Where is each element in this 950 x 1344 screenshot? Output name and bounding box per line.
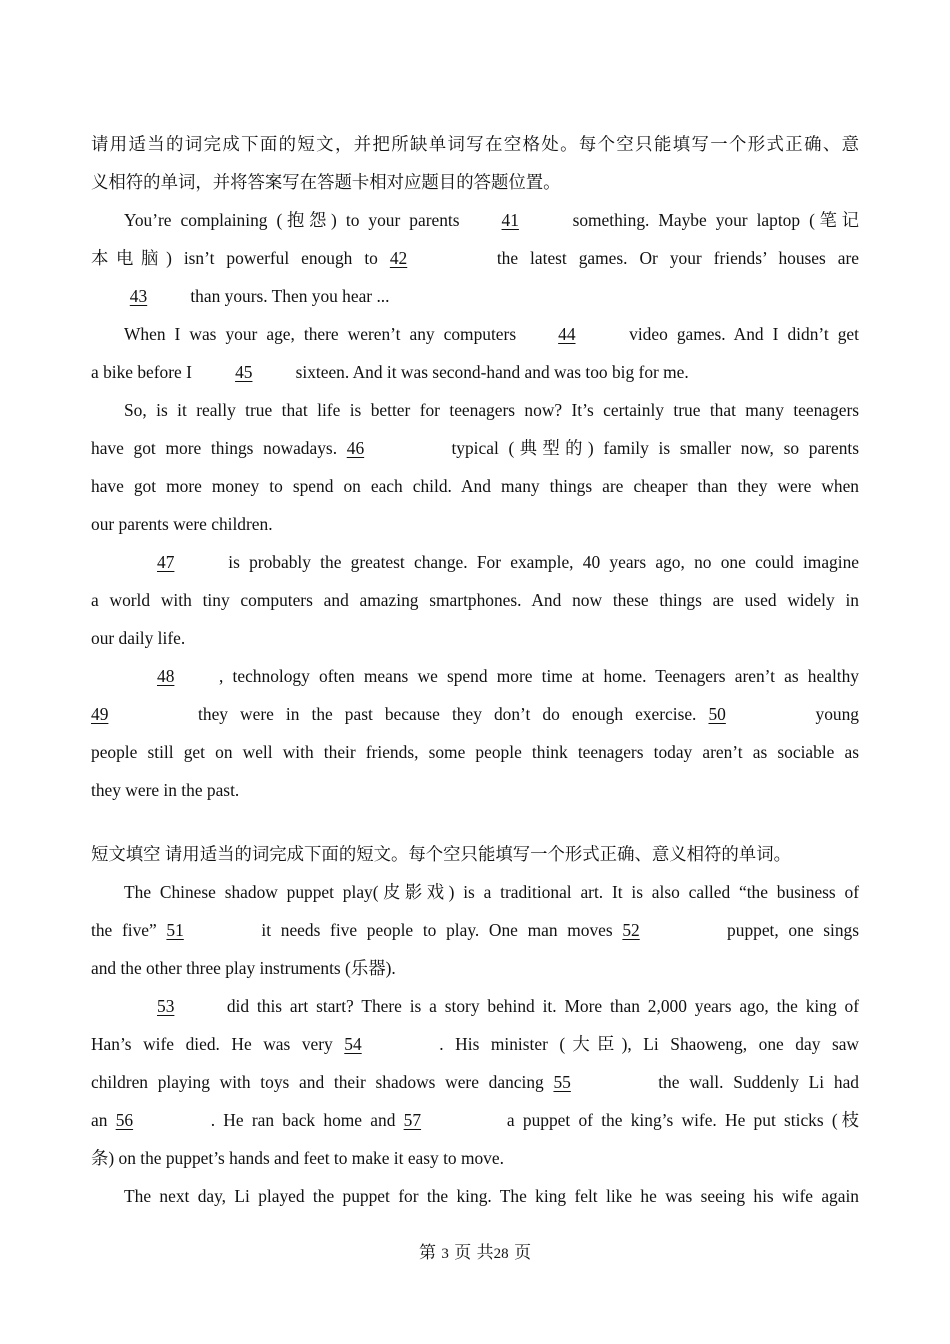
blank-42: 42 bbox=[389, 248, 408, 268]
passage-line: 本电脑) isn’t powerful enough to 42 the latest games. Or your friends’ houses are bbox=[91, 239, 859, 277]
blank-49: 49 bbox=[91, 704, 109, 724]
blank-46: 46 bbox=[346, 438, 365, 458]
passage-line: You’re complaining (抱怨) to your parents 41 something. Maybe your laptop (笔记 bbox=[91, 201, 859, 239]
passage-line: Han’s wife died. He was very 54 . His minister (大臣), Li Shaoweng, one day saw bbox=[91, 1025, 859, 1063]
passage-line: the five” 51 it needs five people to play. One man moves 52 puppet, one sings bbox=[91, 911, 859, 949]
blank-50: 50 bbox=[708, 704, 726, 724]
passage-line: The next day, Li played the puppet for the king. The king felt like he was seeing his wife again bbox=[124, 1186, 859, 1206]
passage-line: 48 , technology often means we spend more time at home. Teenagers aren’t as healthy bbox=[91, 657, 859, 695]
footer-middle: 页 共 bbox=[454, 1243, 494, 1263]
blank-45: 45 bbox=[235, 362, 253, 382]
passage-line: our parents were children. bbox=[91, 514, 273, 534]
passage-line: have got more money to spend on each child. And many things are cheaper than they were when bbox=[91, 476, 859, 496]
blank-52: 52 bbox=[622, 920, 640, 940]
page-footer bbox=[0, 1238, 950, 1269]
passage-line: a bike before I 45 sixteen. And it was second-hand and was too big for me. bbox=[91, 353, 859, 391]
instruction-line: 请用适当的词完成下面的短文，并把所缺单词写在空格处。每个空只能填写一个形式正确、意 bbox=[91, 134, 859, 154]
passage-line: 43 than yours. Then you hear ... bbox=[91, 277, 859, 315]
footer-prefix: 第 bbox=[418, 1243, 436, 1263]
blank-56: 56 bbox=[115, 1110, 134, 1130]
instruction-line: 短文填空 请用适当的词完成下面的短文。每个空只能填写一个形式正确、意义相符的单词。 bbox=[91, 844, 791, 864]
passage-line: an 56 . He ran back home and 57 a puppet of the king’s wife. He put sticks (枝 bbox=[91, 1101, 859, 1139]
document-page bbox=[91, 125, 859, 1215]
blank-43: 43 bbox=[129, 286, 148, 306]
blank-41: 41 bbox=[501, 210, 519, 230]
blank-54: 54 bbox=[344, 1034, 362, 1054]
footer-suffix: 页 bbox=[514, 1243, 532, 1263]
passage-line: they were in the past. bbox=[91, 780, 240, 800]
blank-48: 48 bbox=[157, 666, 175, 686]
passage-line: our daily life. bbox=[91, 628, 186, 648]
blank-53: 53 bbox=[157, 996, 175, 1016]
blank-51: 51 bbox=[166, 920, 184, 940]
passage-line: 53 did this art start? There is a story behind it. More than 2,000 years ago, the king of bbox=[91, 987, 859, 1025]
passage-line: children playing with toys and their shadows were dancing 55 the wall. Suddenly Li had bbox=[91, 1063, 859, 1101]
total-pages: 28 bbox=[493, 1246, 509, 1262]
passage-line: have got more things nowadays. 46 typical (典型的) family is smaller now, so parents bbox=[91, 429, 859, 467]
blank-57: 57 bbox=[403, 1110, 422, 1130]
blank-44: 44 bbox=[558, 324, 576, 344]
passage-line: and the other three play instruments (乐器). bbox=[91, 958, 396, 978]
passage-line: 条) on the puppet’s hands and feet to make it easy to move. bbox=[91, 1148, 504, 1168]
passage-line: 49 they were in the past because they don’t do enough exercise. 50 young bbox=[91, 695, 859, 733]
passage-line: The Chinese shadow puppet play(皮影戏) is a traditional art. It is also called “the business of bbox=[124, 882, 859, 902]
section-spacer bbox=[91, 809, 859, 835]
passage-line: a world with tiny computers and amazing smartphones. And now these things are used widely in bbox=[91, 590, 859, 610]
passage-line: So, is it really true that life is better for teenagers now? It’s certainly true that many teenagers bbox=[124, 400, 859, 420]
instruction-line: 义相符的单词，并将答案写在答题卡相对应题目的答题位置。 bbox=[91, 172, 561, 192]
passage-line: When I was your age, there weren’t any computers 44 video games. And I didn’t get bbox=[91, 315, 859, 353]
passage-line: people still get on well with their friends, some people think teenagers today aren’t as sociable as bbox=[91, 742, 859, 762]
page-number: 3 bbox=[441, 1246, 449, 1262]
blank-55: 55 bbox=[553, 1072, 571, 1092]
passage-line: 47 is probably the greatest change. For example, 40 years ago, no one could imagine bbox=[91, 543, 859, 581]
blank-47: 47 bbox=[157, 552, 175, 572]
